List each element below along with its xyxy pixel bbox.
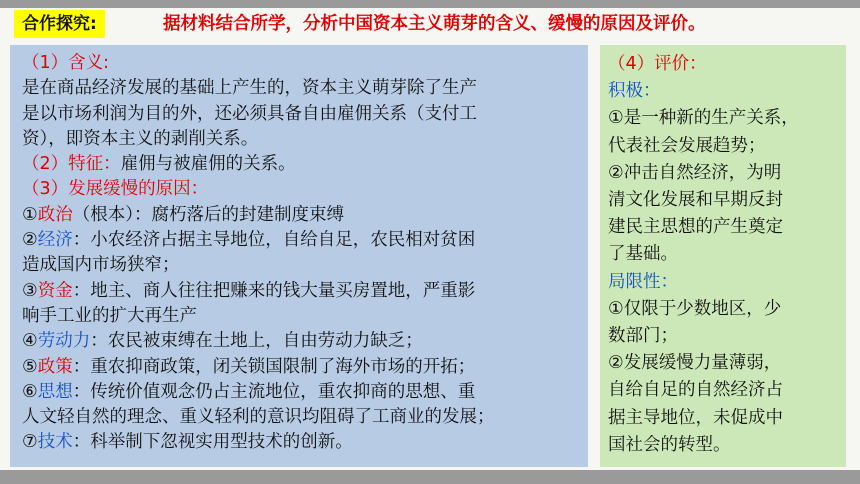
reason-text: ：农民被束缚在土地上，自由劳动力缺乏； — [90, 331, 423, 352]
positive-heading: 积极： — [608, 81, 661, 102]
reason-text: （根本）：腐朽落后的封建制度束缚 — [72, 204, 344, 225]
meaning-line: 是以市场利润为目的外，还必须具备自由雇佣关系（支付工 — [22, 103, 477, 124]
reason-number: ⑥ — [22, 381, 38, 402]
reason-item — [22, 355, 580, 380]
reason-number: ⑦ — [22, 432, 38, 453]
reason-number: ③ — [22, 280, 38, 301]
reason-item — [22, 203, 580, 228]
reason-item — [22, 253, 580, 278]
reason-item — [22, 279, 580, 304]
reason-text: ：地主、商人往往把赚来的钱大量买房置地，严重影 — [72, 280, 476, 301]
reason-keyword: 思想 — [37, 381, 73, 402]
reason-keyword: 政策 — [37, 356, 73, 377]
reason-text: ：小农经济占据主导地位，自给自足，农民相对贫困 — [72, 230, 476, 251]
reason-text: 造成国内市场狭窄； — [22, 255, 180, 276]
limitation-heading: 局限性： — [608, 271, 678, 292]
limitation-line: 数部门； — [608, 326, 678, 347]
feature-row — [22, 152, 580, 177]
limitation-line: 自给自足的自然经济占 — [608, 380, 783, 401]
reason-keyword: 资金 — [37, 280, 73, 301]
limitation-line: ①仅限于少数地区，少 — [608, 298, 782, 319]
analysis-panel — [10, 45, 588, 467]
question-prompt: 据材料结合所学，分析中国资本主义萌芽的含义、缓慢的原因及评价。 — [163, 14, 706, 34]
reason-item — [22, 405, 580, 430]
slow-reasons-heading: （3）发展缓慢的原因： — [22, 179, 209, 200]
reason-text: 响手工业的扩大再生产 — [22, 305, 197, 326]
limitation-line: 国社会的转型。 — [608, 434, 731, 455]
reason-keyword: 政治 — [37, 204, 73, 225]
evaluation-panel — [600, 45, 846, 467]
positive-line: 建民主思想的产生奠定 — [608, 217, 783, 238]
limitation-line: ②发展缓慢力量薄弱， — [608, 353, 782, 374]
reason-item — [22, 430, 580, 455]
reason-item — [22, 380, 580, 405]
positive-line: 清文化发展和早期反封 — [608, 190, 783, 211]
positive-line: 代表社会发展趋势； — [608, 135, 766, 156]
section-label: 合作探究: — [14, 10, 105, 38]
meaning-line: 是在商品经济发展的基础上产生的，资本主义萌芽除了生产 — [22, 78, 477, 99]
reason-item — [22, 228, 580, 253]
meaning-line: 资），即资本主义的剥削关系。 — [22, 128, 259, 149]
reason-keyword: 经济 — [37, 230, 73, 251]
reason-keyword: 技术 — [37, 432, 73, 453]
top-border — [0, 0, 860, 8]
reason-text: ：传统价值观念仍占主流地位，重农抑商的思想、重 — [72, 381, 476, 402]
limitation-line: 据主导地位，未促成中 — [608, 407, 783, 428]
reason-number: ② — [22, 230, 38, 251]
reason-item — [22, 329, 580, 354]
evaluation-heading: （4）评价： — [608, 54, 707, 74]
feature-text: 雇佣与被雇佣的关系。 — [120, 154, 296, 175]
positive-line: ①是一种新的生产关系， — [608, 108, 799, 129]
reason-keyword: 劳动力 — [37, 331, 91, 352]
reason-item — [22, 304, 580, 329]
reason-number: ① — [22, 204, 38, 225]
feature-heading: （2）特征： — [22, 154, 121, 175]
reason-text: ：科举制下忽视实用型技术的创新。 — [72, 432, 353, 453]
reason-number: ⑤ — [22, 356, 38, 377]
bottom-border — [0, 470, 860, 484]
positive-line: 了基础。 — [608, 244, 678, 265]
reason-text: 人文轻自然的理念、重义轻利的意识均阻碍了工商业的发展； — [22, 407, 495, 428]
reason-number: ④ — [22, 331, 38, 352]
positive-line: ②冲击自然经济，为明 — [608, 162, 782, 183]
reason-text: ：重农抑商政策，闭关锁国限制了海外市场的开拓； — [72, 356, 476, 377]
meaning-heading: （1）含义: — [22, 53, 110, 73]
